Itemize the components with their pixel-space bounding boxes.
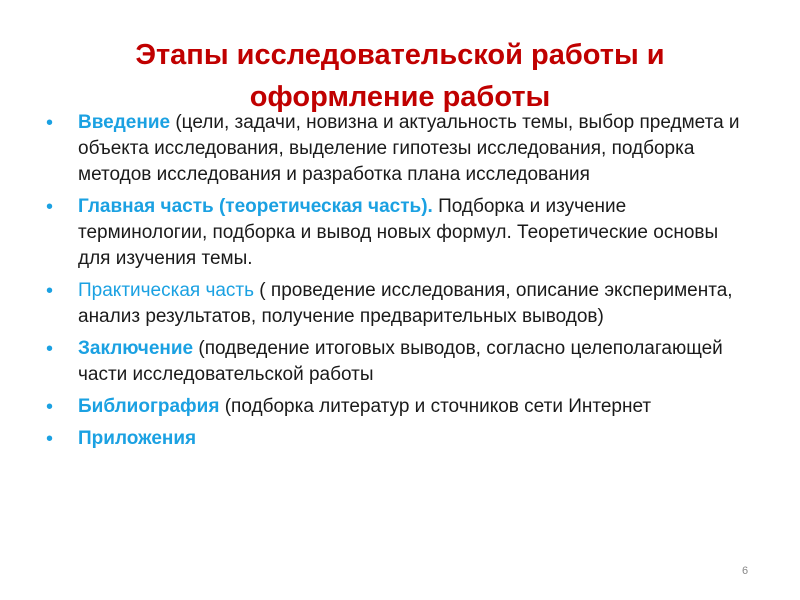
list-item: [46, 110, 746, 188]
item-heading: Практическая часть: [78, 280, 255, 301]
bullet-list: [46, 110, 746, 458]
item-heading: Приложения: [78, 428, 197, 449]
list-item: [46, 194, 746, 272]
slide-title: Этапы исследовательской работы и оформление работы: [135, 39, 665, 113]
list-item: [46, 426, 746, 452]
item-heading: Библиография: [78, 396, 220, 417]
bullet-icon: •: [46, 428, 54, 450]
item-heading: Главная часть (теоретическая часть).: [78, 196, 433, 217]
bullet-icon: •: [46, 196, 54, 218]
item-text: (подборка литератур и сточников сети Интернет: [219, 396, 652, 417]
item-text: (цели, задачи, новизна и актуальность темы, выбор предмета и объекта исследования, выделение гипотезы исследования, подборка методов исследования и разработка плана исследования: [78, 112, 740, 185]
item-text: (подведение итоговых выводов, согласно целеполагающей части исследовательской работы: [78, 338, 723, 385]
list-item: [46, 278, 746, 330]
list-item: [46, 394, 746, 420]
item-heading: Введение: [78, 112, 171, 133]
bullet-icon: •: [46, 112, 54, 134]
bullet-icon: •: [46, 280, 54, 302]
item-heading: Заключение: [78, 338, 194, 359]
bullet-icon: •: [46, 396, 54, 418]
page-number: 6: [742, 565, 749, 577]
list-item: [46, 336, 746, 388]
item-text: ( проведение исследования, описание эксперимента, анализ результатов, получение предварительных выводов): [78, 280, 733, 327]
bullet-icon: •: [46, 338, 54, 360]
item-text: Подборка и изучение терминологии, подборка и вывод новых формул. Теоретические основы для изучения темы.: [78, 196, 719, 269]
